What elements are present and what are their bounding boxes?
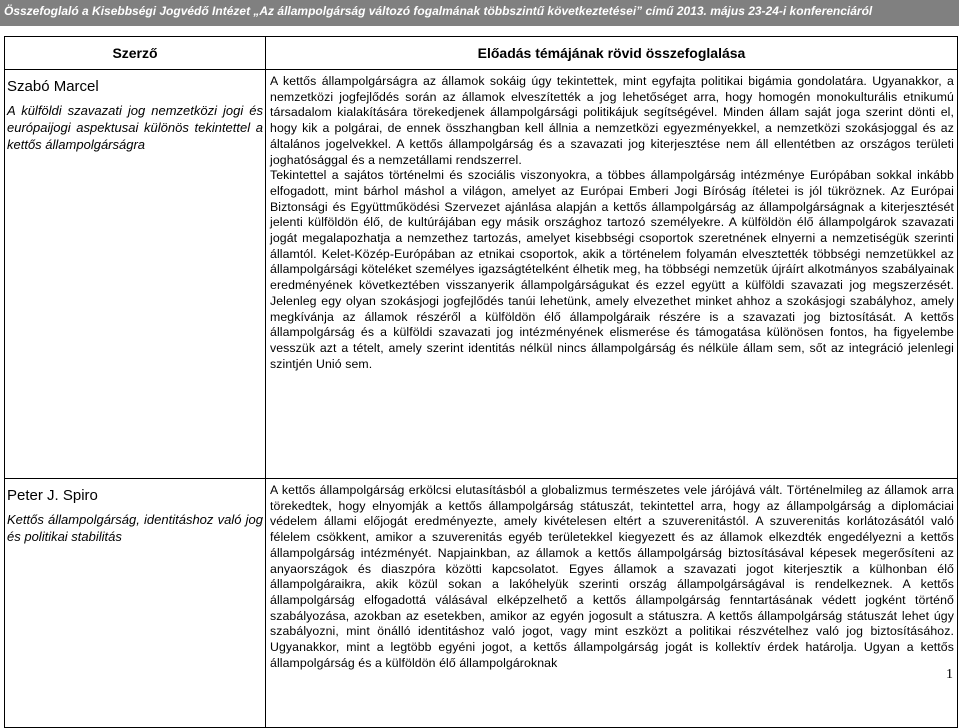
talk-title: A külföldi szavazati jog nemzetközi jogi és európaijogi aspektusai különös tekintettel a kettős állampolgárságra [7, 103, 263, 152]
summary-cell [266, 479, 958, 728]
author-cell [5, 479, 266, 728]
summary-text [270, 74, 954, 372]
talk-title: Kettős állampolgárság, identitáshoz való jog és politikai stabilitás [7, 512, 263, 544]
summary-paragraph: Tekintettel a sajátos történelmi és szociális viszonyokra, a többes állampolgárság intézménye Európában sokkal inkább elfogadott, mint bárhol máshol a világon, amelyet az Európai Emberi Jogi Bíróság ítéletei is jól tükröznek. Az Európai Biztonsági és Együttműködési Szervezet ajánlása alapján a kettős állampolgárság az állampolgárságnak a kiterjesztését jelenti külföldön élő, de kultúrájában egy másik országhoz tartozó személyekre. A külföldön élő állampolgárok szavazati jogát megalapozhatja a nemzethez tartozás, amelyet kisebbségi csoportok szeretnének elnyerni a nemzetiségük szerinti államtól. Kelet-Közép-Európában az etnikai csoportok, akik a történelem folyamán elvesztették többségi nemzetükkel az állampolgársági köteléket személyes igazságtételként élhetik meg, ha többségi nemzetük újráírt alkotmányos szabályainak eredményének következtében visszanyerik állampolgárságukat és ezzel együtt a külföldi szavazati jog megszerzését. Jelenleg egy olyan szokásjogi jogfejlődés tanúi lehetünk, amely elvezethet minket ahhoz a szokásjogi szabályhoz, amely megkívánja az államok részéről a külföldön élő állampolgáraik részére is a szavazati jog biztosítását. A kettős állampolgárság és a külföldi szavazati jog intézményének elismerése és támogatása különösen fontos, ha figyelembe vesszük azt a tételt, amely szerint identitás nélkül nincs állampolgárság és nélküle állam sem, sőt az integráció jelenlegi szintjén Unió sem. [270, 168, 954, 371]
author-cell [5, 70, 266, 479]
summary-table [4, 36, 958, 728]
author-name: Peter J. Spiro [7, 487, 98, 504]
table-row [5, 70, 958, 479]
author-column-header: Szerző [5, 37, 266, 70]
summary-paragraph: A kettős állampolgárság erkölcsi elutasításból a globalizmus természetes vele járójává vált. Történelmileg az államok arra törekedtek, hogy elnyomják a kettős állampolgárság státuszát, tekintettel arra, hogy az állampolgárság a diplomáciai védelem állami előjogát eredményezte, amely kivételesen eltért a szuverenitástól. A szuverenitás korlátozásától való félelem csökkent, amikor a szuverenitás egyéb területekkel kiegyezett és az államok elkezdték engedélyezni a kettős állampolgárság intézményét. Napjainkban, az államok a kettős állampolgárság biztosításával képesek megerősíteni az anyaországok és diaszpóra közötti kapcsolatot. Egyes államok a szavazati jogot kiterjesztik a külhonban élő állampolgáraikra, akik közül sokan a lakóhelyük szerinti ország állampolgárságával is rendelkeznek. A kettős állampolgárság elfogadottá válásával elképzelhető a kettős állampolgárság fenntartásának védett jogként történő szabályozása, azokban az esetekben, amikor az egyén jogosult a státuszra. A kettős állampolgárság státuszát lehet úgy szabályozni, mint önálló identitáshoz való jogot, vagy mint eszközt a politikai részvételhez való jog biztosításához. Ugyanakkor, mint a legtöbb egyéni jogot, a kettős állampolgárság jogát is kollektív érdek határolja. Ugyan a kettős állampolgárság és a külföldön élő állampolgároknak [270, 483, 954, 670]
summary-cell [266, 70, 958, 479]
author-name: Szabó Marcel [7, 78, 99, 95]
summary-text [270, 483, 954, 671]
table-header-row [5, 37, 958, 70]
summary-paragraph: A kettős állampolgárságra az államok sokáig úgy tekintettek, mint egyfajta politikai bigámia gondolatára. Ugyanakkor, a nemzetközi jogfejlődés során az államok elveszítették a jog lehetőséget arra, hogy homogén monokulturális etnikumú társadalom kialakítására törekedjenek állampolgársági politikájuk segítségével. Minden állam saját joga szerint dönti el, hogy kik a polgárai, de ennek összhangban kell állnia a nemzetközi egyezményekkel, a nemzetközi szokásjoggal és az általános jogelvekkel. A kettős állampolgárság és a szavazati jog kiterjesztése nem áll ellentétben az országos területi joghatósággal és a nemzetállami rendszerrel. [270, 74, 954, 167]
summary-column-header: Előadás témájának rövid összefoglalása [266, 37, 958, 70]
document-header-banner: Összefoglaló a Kisebbségi Jogvédő Intézet „Az állampolgárság változó fogalmának többszintű következtetései” című 2013. május 23-24-i konferenciáról [0, 0, 959, 26]
page-number: 1 [946, 667, 953, 682]
table-row [5, 479, 958, 728]
